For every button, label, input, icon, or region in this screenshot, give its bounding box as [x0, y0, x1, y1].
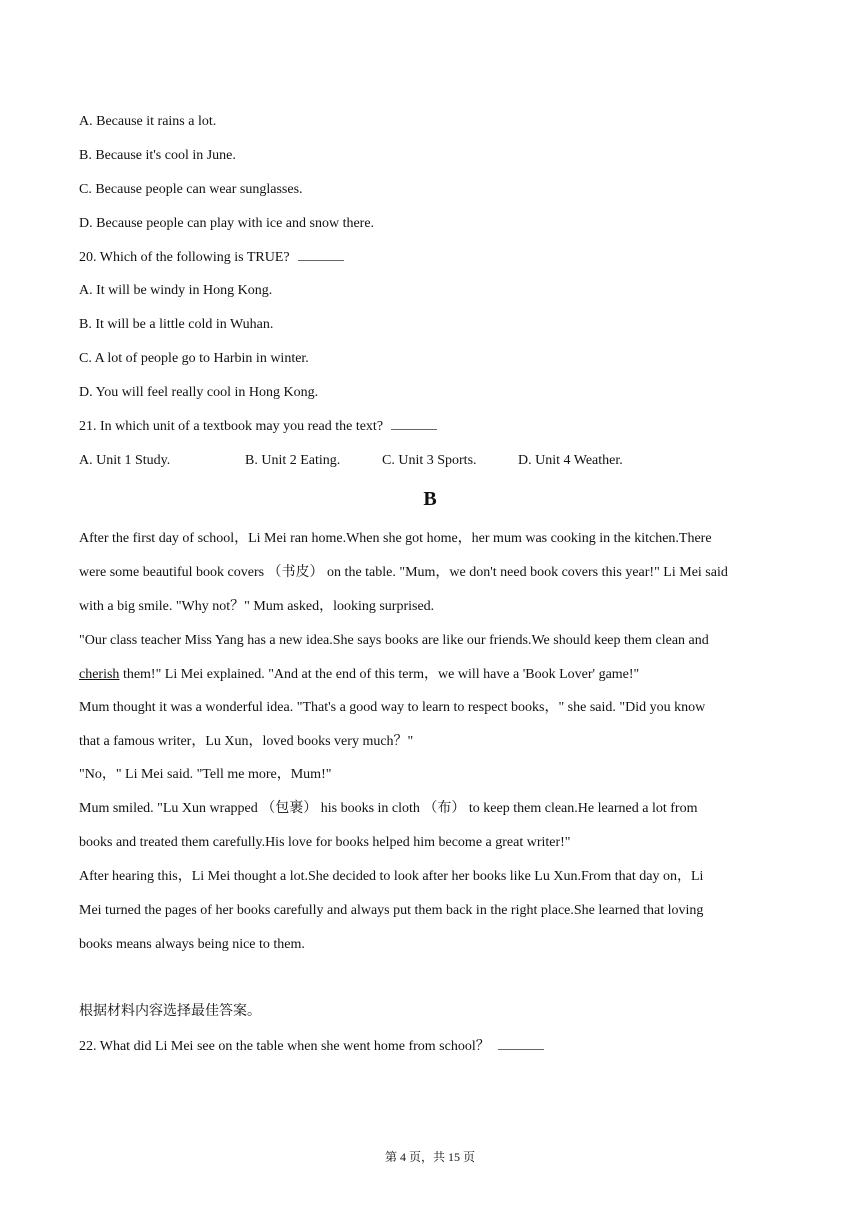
q21-option-b: B. Unit 2 Eating. — [245, 453, 341, 468]
passage-line: "No，" Li Mei said. "Tell me more，Mum!" — [79, 767, 332, 782]
passage-line: books and treated them carefully.His love for books helped him become a great writer!" — [79, 835, 571, 850]
q21-question-text: 21. In which unit of a textbook may you read the text? — [79, 419, 384, 434]
passage-line: Mei turned the pages of her books carefully and always put them back in the right place.She learned that loving — [79, 903, 704, 918]
passage-line: "Our class teacher Miss Yang has a new idea.She says books are like our friends.We should keep them clean and — [79, 633, 709, 648]
q22-question-text: 22. What did Li Mei see on the table when she went home from school？ — [79, 1039, 490, 1054]
page-footer: 第 4 页，共 15 页 — [384, 1150, 475, 1164]
q20-option-c: C. A lot of people go to Harbin in winter. — [79, 351, 309, 366]
passage-line: After the first day of school，Li Mei ran home.When she got home，her mum was cooking in the kitchen.There — [79, 531, 712, 546]
passage-line-rest: them!" Li Mei explained. "And at the end of this term，we will have a 'Book Lover' game!" — [119, 667, 640, 682]
passage-line: Mum smiled. "Lu Xun wrapped （包裹） his books in cloth （布） to keep them clean.He learned a lot from — [79, 801, 698, 816]
q20-option-d: D. You will feel really cool in Hong Kong. — [79, 385, 319, 400]
underlined-word-cherish: cherish — [79, 667, 120, 682]
passage-line: books means always being nice to them. — [79, 937, 305, 952]
section-b-title: B — [423, 488, 437, 510]
q19-option-b: B. Because it's cool in June. — [79, 148, 236, 163]
passage-line: were some beautiful book covers （书皮） on the table. "Mum，we don't need book covers this year!" Li Mei said — [79, 565, 728, 580]
q20-option-b: B. It will be a little cold in Wuhan. — [79, 317, 274, 332]
q19-option-d: D. Because people can play with ice and snow there. — [79, 216, 375, 231]
q21-option-d: D. Unit 4 Weather. — [518, 453, 623, 468]
q20-option-a: A. It will be windy in Hong Kong. — [79, 283, 273, 298]
passage-line: with a big smile. "Why not？" Mum asked，looking surprised. — [79, 599, 435, 614]
q21-option-a: A. Unit 1 Study. — [79, 453, 171, 468]
answer-blank — [391, 417, 437, 430]
q20-question — [79, 248, 344, 267]
passage-line — [79, 666, 639, 684]
q21-option-c: C. Unit 3 Sports. — [382, 453, 477, 468]
q21-question — [79, 417, 437, 436]
instruction-text: 根据材料内容选择最佳答案。 — [79, 1004, 261, 1019]
passage-line: Mum thought it was a wonderful idea. "That's a good way to learn to respect books，" she said. "Did you know — [79, 700, 706, 715]
q22-question — [79, 1037, 544, 1056]
q20-question-text: 20. Which of the following is TRUE? — [79, 250, 290, 265]
answer-blank — [498, 1037, 544, 1050]
q19-option-c: C. Because people can wear sunglasses. — [79, 182, 303, 197]
q19-option-a: A. Because it rains a lot. — [79, 114, 217, 129]
passage-line: that a famous writer，Lu Xun，loved books very much？" — [79, 734, 414, 749]
passage-line: After hearing this，Li Mei thought a lot.She decided to look after her books like Lu Xun.From that day on，Li — [79, 869, 704, 884]
answer-blank — [298, 248, 344, 261]
